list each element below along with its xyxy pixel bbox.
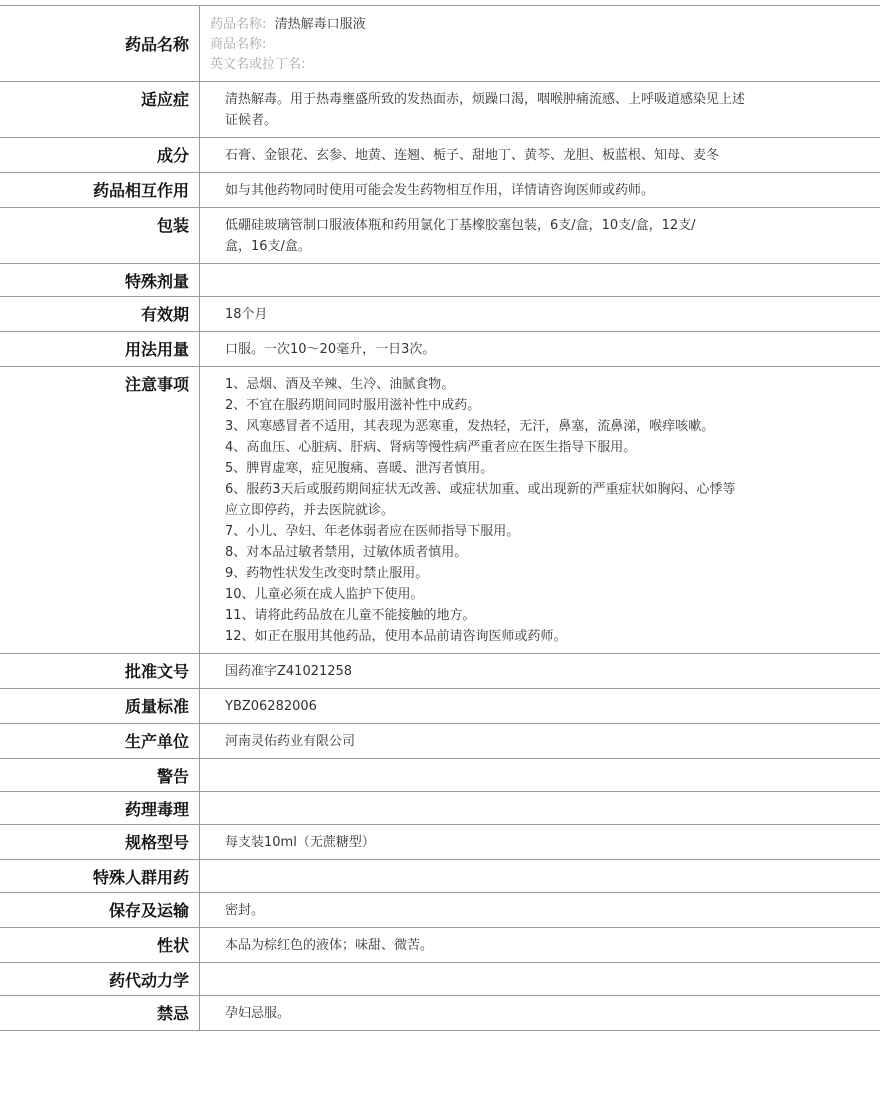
row-label: 药代动力学 [0,963,200,995]
row-label: 保存及运输 [0,893,200,927]
value-line: 11、请将此药品放在儿童不能接触的地方。 [225,608,476,623]
row-value [200,208,880,263]
info-row [0,82,880,138]
value-line: 国药准字Z41021258 [225,664,353,679]
info-row [0,724,880,759]
row-value [200,996,880,1030]
value-line: 2、不宜在服药期间同时服用滋补性中成药。 [225,398,481,413]
drug-name-details [200,6,880,81]
generic-name-value: 清热解毒口服液 [274,17,366,32]
row-value [200,759,880,791]
row-label: 质量标准 [0,689,200,723]
value-line: 密封。 [225,903,265,918]
value-line: 盒，16支/盒。 [225,239,311,254]
row-label: 特殊人群用药 [0,860,200,892]
trade-name-key: 商品名称: [210,37,267,52]
row-value [200,963,880,995]
info-row [0,367,880,654]
row-label: 药理毒理 [0,792,200,824]
row-label: 药品名称 [0,6,200,81]
row-label: 注意事项 [0,367,200,653]
info-row [0,332,880,367]
info-row [0,996,880,1031]
value-line: 低硼硅玻璃管制口服液体瓶和药用氯化丁基橡胶塞包装，6支/盒，10支/盒，12支/ [225,218,696,233]
value-line: 4、高血压、心脏病、肝病、肾病等慢性病严重者应在医生指导下服用。 [225,440,637,455]
value-line: 1、忌烟、酒及辛辣、生冷、油腻食物。 [225,377,455,392]
value-line: 7、小儿、孕妇、年老体弱者应在医师指导下服用。 [225,524,520,539]
latin-name-line [210,55,860,75]
generic-name-key: 药品名称: [210,17,267,32]
value-line: 本品为棕红色的液体；味甜、微苦。 [225,938,434,953]
row-label: 用法用量 [0,332,200,366]
value-line: 河南灵佑药业有限公司 [225,734,356,749]
row-label: 禁忌 [0,996,200,1030]
row-label: 适应症 [0,82,200,137]
generic-name-line [210,15,860,35]
value-line: 12、如正在服用其他药品，使用本品前请咨询医师或药师。 [225,629,567,644]
row-value [200,332,880,366]
info-row [0,759,880,792]
value-line: 9、药物性状发生改变时禁止服用。 [225,566,429,581]
value-line: 6、服药3天后或服药期间症状无改善、或症状加重、或出现新的严重症状如胸闷、心悸等 [225,482,736,497]
value-line: 孕妇忌服。 [225,1006,291,1021]
row-value [200,689,880,723]
info-row [0,689,880,724]
row-value [200,825,880,859]
row-value [200,860,880,892]
row-label: 包装 [0,208,200,263]
value-line: 如与其他药物同时使用可能会发生药物相互作用，详情请咨询医师或药师。 [225,183,655,198]
row-value [200,82,880,137]
drug-info-table [0,5,880,1031]
latin-name-key: 英文名或拉丁名: [210,57,306,72]
row-value [200,893,880,927]
drug-name-row [0,6,880,82]
info-row [0,893,880,928]
row-value [200,724,880,758]
row-value [200,792,880,824]
row-value [200,654,880,688]
trade-name-line [210,35,860,55]
value-line: YBZ06282006 [225,699,317,714]
info-row [0,297,880,332]
value-line: 石膏、金银花、玄参、地黄、连翘、栀子、甜地丁、黄芩、龙胆、板蓝根、知母、麦冬 [225,148,720,163]
info-row [0,264,880,297]
value-line: 5、脾胃虚寒，症见腹痛、喜暖、泄泻者慎用。 [225,461,494,476]
value-line: 口服。一次10～20毫升，一日3次。 [225,342,436,357]
value-line: 应立即停药，并去医院就诊。 [225,503,395,518]
value-line: 每支装10ml（无蔗糖型） [225,835,375,850]
info-row [0,792,880,825]
value-line: 证候者。 [225,113,278,128]
info-rows [0,82,880,1031]
info-row [0,963,880,996]
value-line: 18个月 [225,307,268,322]
value-line: 10、儿童必须在成人监护下使用。 [225,587,424,602]
info-row [0,208,880,264]
value-line: 清热解毒。用于热毒壅盛所致的发热面赤，烦躁口渴，咽喉肿痛流感、上呼吸道感染见上述 [225,92,746,107]
row-label: 特殊剂量 [0,264,200,296]
value-line: 8、对本品过敏者禁用，过敏体质者慎用。 [225,545,468,560]
info-row [0,825,880,860]
row-value [200,928,880,962]
row-label: 性状 [0,928,200,962]
row-label: 警告 [0,759,200,791]
info-row [0,173,880,208]
row-label: 规格型号 [0,825,200,859]
row-label: 批准文号 [0,654,200,688]
info-row [0,138,880,173]
row-label: 有效期 [0,297,200,331]
row-value [200,138,880,172]
row-label: 成分 [0,138,200,172]
row-value [200,173,880,207]
value-line: 3、风寒感冒者不适用，其表现为恶寒重，发热轻，无汗，鼻塞，流鼻涕，喉痒咳嗽。 [225,419,715,434]
row-value [200,367,880,653]
row-value [200,264,880,296]
info-row [0,654,880,689]
row-value [200,297,880,331]
row-label: 生产单位 [0,724,200,758]
info-row [0,860,880,893]
row-label: 药品相互作用 [0,173,200,207]
info-row [0,928,880,963]
